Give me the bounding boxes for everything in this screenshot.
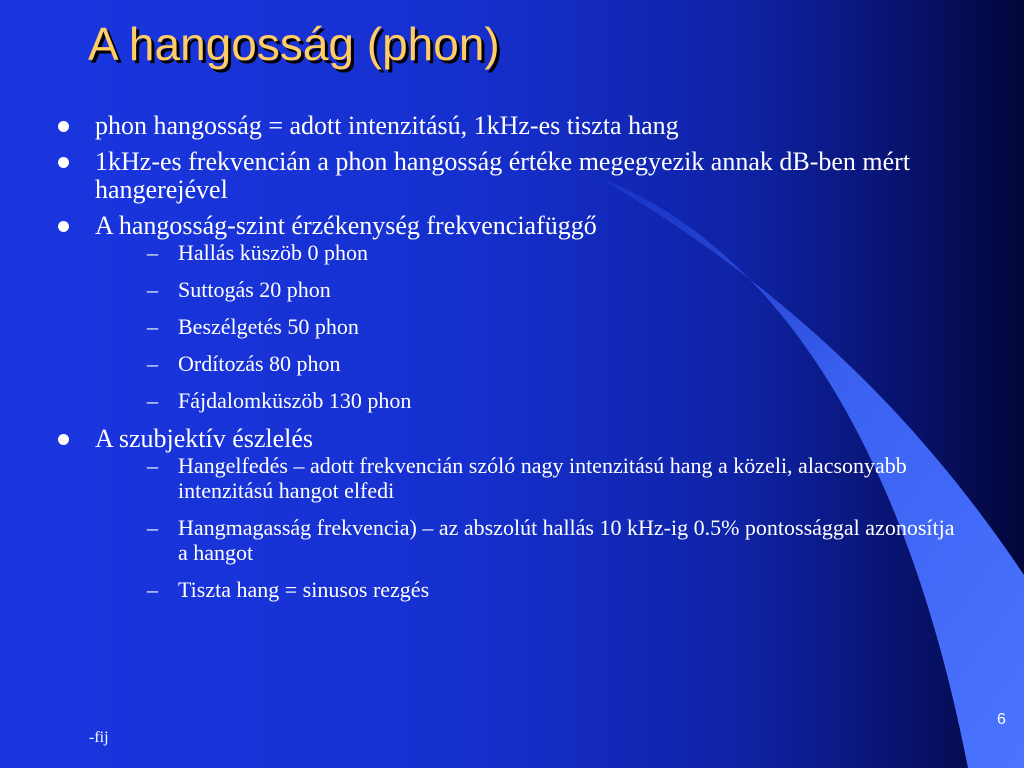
sub-item	[95, 351, 958, 376]
bullet-icon	[58, 434, 69, 445]
sub-item-text: Hangelfedés – adott frekvencián szóló nagy intenzitású hang a közeli, alacsonyabb intenzitású hangot elfedi	[178, 453, 907, 503]
dash-icon: –	[147, 240, 158, 265]
sub-item	[95, 240, 958, 265]
sub-item	[95, 515, 958, 565]
dash-icon: –	[147, 351, 158, 376]
dash-icon: –	[147, 577, 158, 602]
sub-item-text: Beszélgetés 50 phon	[178, 314, 359, 339]
bullet-text: A szubjektív észlelés	[95, 424, 314, 453]
sub-item	[95, 388, 958, 413]
sub-list	[95, 453, 958, 602]
bullet-text: A hangosság-szint érzékenység frekvenciafüggő	[95, 211, 597, 240]
footer-author: -fij	[89, 729, 109, 746]
sub-item-text: Ordítozás 80 phon	[178, 351, 341, 376]
bullet-icon	[58, 157, 69, 168]
bullet-item	[58, 212, 958, 413]
bullet-icon	[58, 221, 69, 232]
sub-item	[95, 453, 958, 503]
bullet-icon	[58, 121, 69, 132]
page-number: 6	[997, 711, 1006, 728]
dash-icon: –	[147, 453, 158, 478]
sub-item-text: Suttogás 20 phon	[178, 277, 331, 302]
bullet-text: phon hangosság = adott intenzitású, 1kHz-es tiszta hang	[95, 111, 679, 140]
slide-title: A hangosság (phon)	[88, 18, 500, 70]
dash-icon: –	[147, 314, 158, 339]
sub-item-text: Fájdalomküszöb 130 phon	[178, 388, 412, 413]
bullet-item	[58, 148, 958, 204]
sub-item-text: Hallás küszöb 0 phon	[178, 240, 369, 265]
sub-item	[95, 577, 958, 602]
sub-list	[95, 240, 958, 413]
sub-item-text: Hangmagasság frekvencia) – az abszolút hallás 10 kHz-ig 0.5% pontossággal azonosítja a hangot	[178, 515, 955, 565]
sub-item-text: Tiszta hang = sinusos rezgés	[178, 577, 430, 602]
bullet-item	[58, 425, 958, 602]
slide-body	[58, 112, 958, 614]
dash-icon: –	[147, 515, 158, 540]
sub-item	[95, 314, 958, 339]
bullet-list	[58, 112, 958, 602]
dash-icon: –	[147, 388, 158, 413]
dash-icon: –	[147, 277, 158, 302]
bullet-text: 1kHz-es frekvencián a phon hangosság értéke megegyezik annak dB-ben mért hangerejével	[95, 147, 911, 204]
sub-item	[95, 277, 958, 302]
bullet-item	[58, 112, 958, 140]
